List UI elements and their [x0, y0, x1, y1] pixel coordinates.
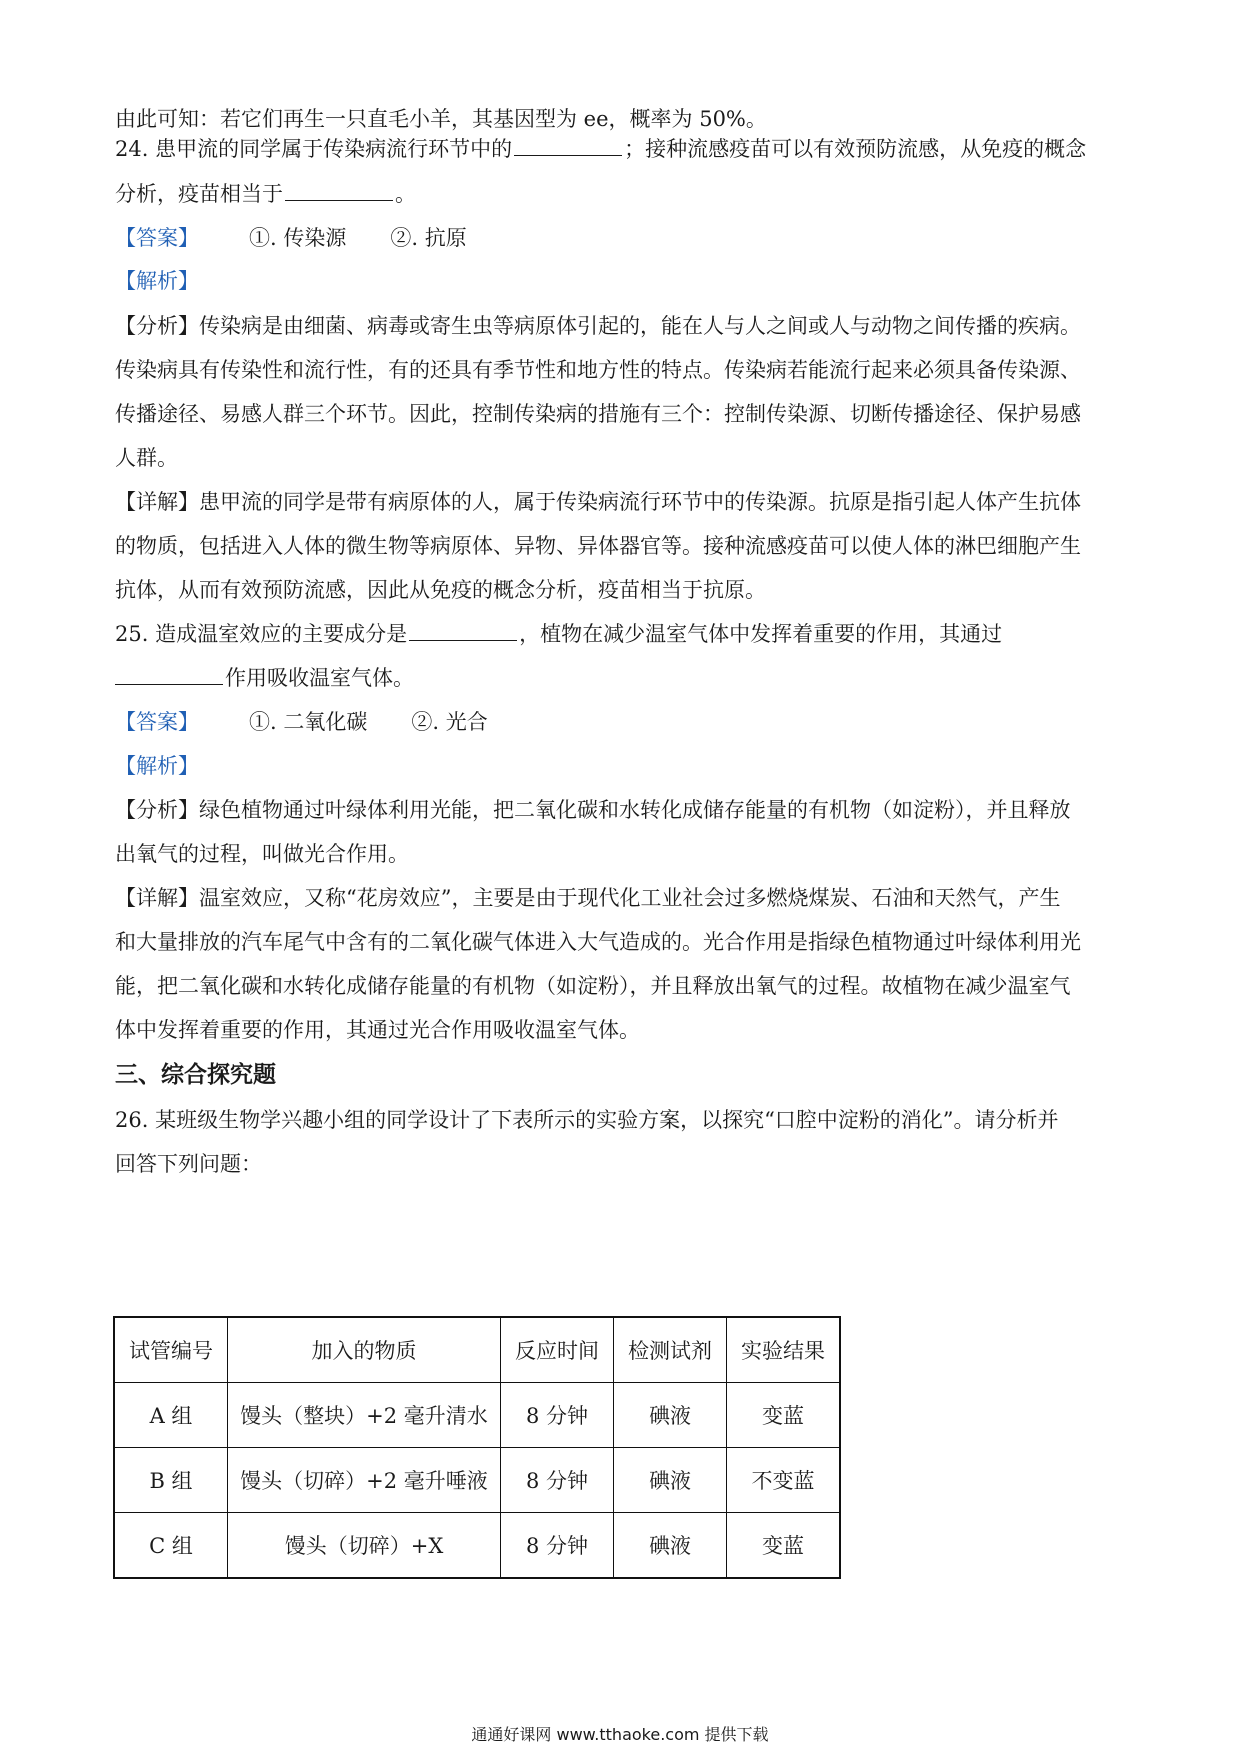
q25-answer-2: ②. 光合: [411, 710, 488, 734]
table-cell: 馒头（切碎）+X: [228, 1513, 501, 1579]
q25-text-a: 25. 造成温室效应的主要成分是: [115, 622, 408, 646]
q24-xiangjie-line: 抗体，从而有效预防流感，因此从免疫的概念分析，疫苗相当于抗原。: [115, 578, 766, 602]
q24-fenxi-line: 传播途径、易感人群三个环节。因此，控制传染病的措施有三个：控制传染源、切断传播途径、保护易感: [115, 402, 1081, 426]
table-cell: C 组: [114, 1513, 228, 1579]
q24-xiangjie-line: 【详解】患甲流的同学是带有病原体的人，属于传染病流行环节中的传染源。抗原是指引起人体产生抗体: [115, 490, 1081, 514]
table-header-cell: 加入的物质: [228, 1317, 501, 1383]
q24-text-b: ；接种流感疫苗可以有效预防流感，从免疫的概念: [624, 137, 1087, 161]
table-cell: 8 分钟: [501, 1383, 614, 1448]
q24-text-a: 24. 患甲流的同学属于传染病流行环节中的: [115, 137, 513, 161]
table-header-cell: 试管编号: [114, 1317, 228, 1383]
q24-fenxi-line: 人群。: [115, 446, 178, 470]
table-cell: 8 分钟: [501, 1513, 614, 1579]
table-cell: 变蓝: [727, 1513, 841, 1579]
table-cell: 碘液: [614, 1448, 727, 1513]
table-cell: 碘液: [614, 1513, 727, 1579]
q25-xiangjie-line: 体中发挥着重要的作用，其通过光合作用吸收温室气体。: [115, 1018, 640, 1042]
table-header-cell: 检测试剂: [614, 1317, 727, 1383]
table-cell: 变蓝: [727, 1383, 841, 1448]
q24-answer-2: ②. 抗原: [390, 226, 467, 250]
table-cell: B 组: [114, 1448, 228, 1513]
q24-blank-2: [285, 178, 393, 201]
q24-blank-1: [514, 133, 622, 156]
answer-tag: 【答案】: [115, 710, 199, 734]
q25-xiangjie-line: 【详解】温室效应，又称“花房效应”，主要是由于现代化工业社会过多燃烧煤炭、石油和天然气，产生: [115, 886, 1061, 910]
q25-answer-1: ①. 二氧化碳: [249, 710, 368, 734]
q26-line-1: 26. 某班级生物学兴趣小组的同学设计了下表所示的实验方案，以探究“口腔中淀粉的消化”。请分析并: [115, 1108, 1059, 1132]
q25-text-b: ，植物在减少温室气体中发挥着重要的作用，其通过: [519, 622, 1003, 646]
q24-line-2: [115, 178, 1125, 210]
table-cell: A 组: [114, 1383, 228, 1448]
q24-text-d: 。: [395, 182, 416, 206]
q24-text-c: 分析，疫苗相当于: [115, 182, 283, 206]
q24-line-1: [115, 133, 1125, 165]
q25-line-1: [115, 618, 1125, 650]
q25-line-2: [115, 662, 1125, 694]
q24-answer-1: ①. 传染源: [249, 226, 347, 250]
table-cell: 不变蓝: [727, 1448, 841, 1513]
table-header-row: [114, 1317, 840, 1383]
table-cell: 馒头（切碎）+2 毫升唾液: [228, 1448, 501, 1513]
q24-answer: [115, 222, 1125, 254]
table-cell: 8 分钟: [501, 1448, 614, 1513]
q25-blank-1: [409, 618, 517, 641]
section-heading: 三、综合探究题: [115, 1062, 276, 1088]
q24-fenxi-line: 【分析】传染病是由细菌、病毒或寄生虫等病原体引起的，能在人与人之间或人与动物之间传播的疾病。: [115, 314, 1081, 338]
q24-fenxi-line: 传染病具有传染性和流行性，有的还具有季节性和地方性的特点。传染病若能流行起来必须具备传染源、: [115, 358, 1081, 382]
q25-answer: [115, 706, 1125, 738]
table-header-cell: 实验结果: [727, 1317, 841, 1383]
q25-fenxi-line: 出氧气的过程，叫做光合作用。: [115, 842, 409, 866]
table-header-cell: 反应时间: [501, 1317, 614, 1383]
q24-xiangjie-line: 的物质，包括进入人体的微生物等病原体、异物、异体器官等。接种流感疫苗可以使人体的淋巴细胞产生: [115, 534, 1081, 558]
experiment-table: [113, 1316, 841, 1579]
answer-tag: 【答案】: [115, 226, 199, 250]
q25-fenxi-line: 【分析】绿色植物通过叶绿体利用光能，把二氧化碳和水转化成储存能量的有机物（如淀粉），并且释放: [115, 798, 1071, 822]
table-row: [114, 1383, 840, 1448]
q25-blank-2: [115, 662, 223, 685]
table-row: [114, 1513, 840, 1579]
analysis-tag: 【解析】: [115, 269, 199, 293]
q26-line-2: 回答下列问题：: [115, 1152, 262, 1176]
analysis-tag: 【解析】: [115, 754, 199, 778]
q25-xiangjie-line: 能，把二氧化碳和水转化成储存能量的有机物（如淀粉），并且释放出氧气的过程。故植物在减少温室气: [115, 974, 1071, 998]
table-cell: 碘液: [614, 1383, 727, 1448]
table-cell: 馒头（整块）+2 毫升清水: [228, 1383, 501, 1448]
q25-text-c: 作用吸收温室气体。: [225, 666, 414, 690]
footer-watermark: 通通好课网 www.tthaoke.com 提供下载: [471, 1725, 769, 1744]
q25-xiangjie-line: 和大量排放的汽车尾气中含有的二氧化碳气体进入大气造成的。光合作用是指绿色植物通过叶绿体利用光: [115, 930, 1081, 954]
intro-line: 由此可知：若它们再生一只直毛小羊，其基因型为 ee，概率为 50%。: [115, 107, 767, 131]
table-row: [114, 1448, 840, 1513]
